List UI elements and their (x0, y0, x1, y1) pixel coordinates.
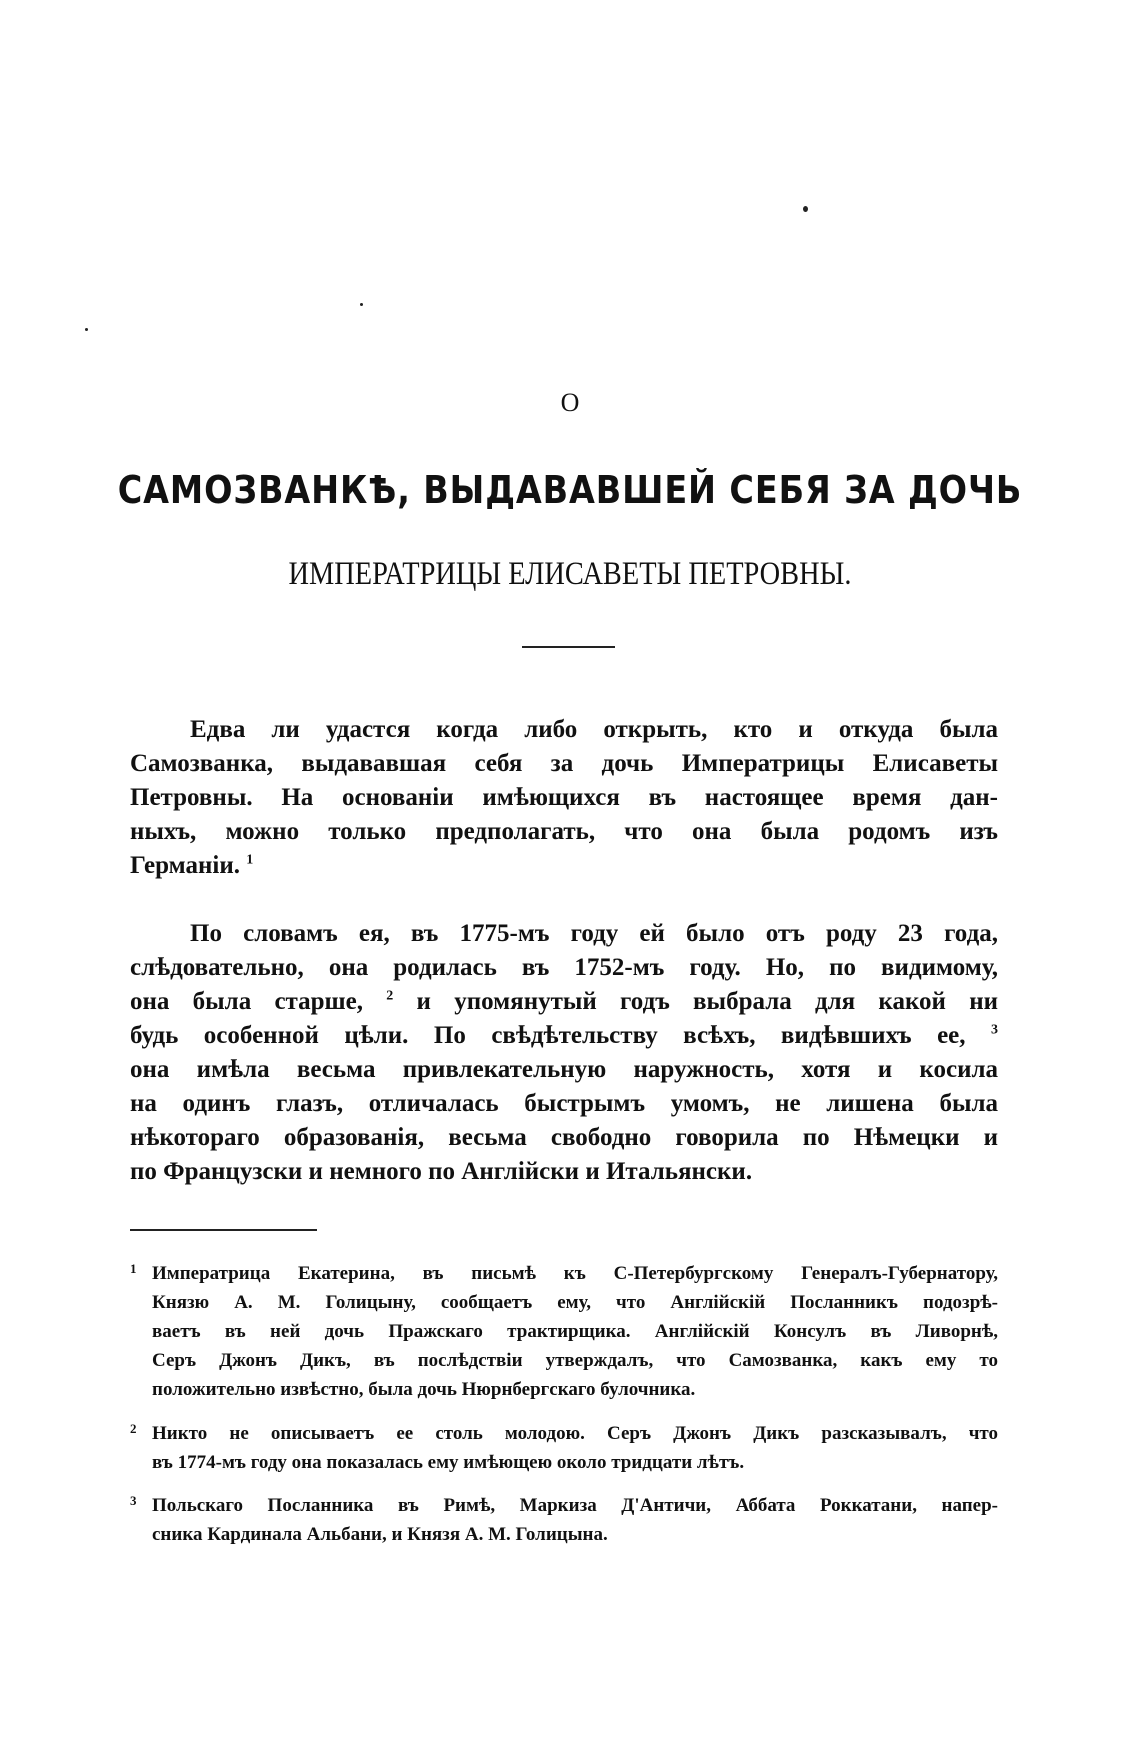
text-line (130, 1019, 998, 1053)
page-subtitle: ИМПЕРАТРИЦЫ ЕЛИСАВЕТЫ ПЕТРОВНЫ. (288, 556, 852, 592)
print-speck (85, 328, 88, 331)
paragraph-1 (130, 713, 998, 883)
text-line: ныхъ, можно только предполагать, что она была родомъ изъ (130, 818, 998, 845)
print-speck (360, 303, 363, 306)
text-fragment: будь особенной цѣли. По свѣдѣтельству всѣхъ, видѣвшихъ ее, (130, 1022, 966, 1049)
title-preposition: О (560, 388, 580, 417)
footnote-ref: 1 (246, 852, 254, 868)
text-fragment: Императрица Екатерина, въ письмѣ къ С-Петербургскому Генералъ-Губернатору, (152, 1263, 998, 1284)
title-divider (522, 646, 615, 648)
text-line: на одинъ глазъ, отличалась быстрымъ умомъ, не лишена была (130, 1090, 998, 1117)
footnote-number: 3 (130, 1493, 137, 1508)
footnote-3 (130, 1491, 998, 1549)
footnote-ref: 3 (991, 1022, 998, 1038)
text-line: по Французски и немного по Англійски и Итальянски. (130, 1158, 753, 1185)
footnote-line (130, 1491, 998, 1520)
footnote-line: сника Кардинала Альбани, и Князя А. М. Голицына. (152, 1524, 608, 1545)
footnote-line: ваетъ въ ней дочь Пражскаго трактирщика. Англійскій Консулъ въ Ливорнѣ, (152, 1321, 998, 1342)
footnote-ref: 2 (386, 988, 394, 1004)
text-line: она имѣла весьма привлекательную наружность, хотя и косила (130, 1056, 998, 1083)
footnote-line: Серъ Джонъ Дикъ, въ послѣдствіи утверждалъ, что Самозванка, какъ ему то (152, 1350, 998, 1371)
text-line: нѣкотораго образованія, весьма свободно говорила по Нѣмецки и (130, 1124, 998, 1151)
text-line: По словамъ ея, въ 1775-мъ году ей было отъ роду 23 года, (190, 920, 998, 947)
text-line (130, 849, 998, 883)
text-fragment: Германіи. (130, 852, 240, 879)
footnote-1 (130, 1259, 998, 1404)
footnote-line: Князю А. М. Голицыну, сообщаетъ ему, что Англійскій Посланникъ подозрѣ- (152, 1292, 998, 1313)
text-fragment: Никто не описываетъ ее столь молодою. Серъ Джонъ Дикъ разсказывалъ, что (152, 1423, 998, 1444)
footnote-line (130, 1419, 998, 1448)
text-line: слѣдовательно, она родилась въ 1752-мъ году. Но, по видимому, (130, 954, 998, 981)
text-line: Едва ли удастся когда либо открыть, кто и откуда была (190, 716, 998, 743)
text-line: Самозванка, выдававшая себя за дочь Императрицы Елисаветы (130, 750, 998, 777)
print-speck (803, 206, 808, 212)
footnote-number: 2 (130, 1421, 137, 1436)
page-title: САМОЗВАНКѢ, ВЫДАВАВШЕЙ СЕБЯ ЗА ДОЧЬ (117, 468, 1023, 512)
footnote-line: въ 1774-мъ году она показалась ему имѣющею около тридцати лѣтъ. (152, 1452, 745, 1473)
text-fragment: Польскаго Посланника въ Римѣ, Маркиза Д'Античи, Аббата Роккатани, напер- (152, 1495, 998, 1516)
footnote-number: 1 (130, 1261, 137, 1276)
footnote-line (130, 1259, 998, 1288)
footnote-divider (130, 1229, 317, 1231)
text-fragment: она была старше, (130, 988, 364, 1015)
text-fragment: и упомянутый годъ выбрала для какой ни (416, 988, 999, 1015)
text-line: Петровны. На основаніи имѣющихся въ настоящее время дан- (130, 784, 998, 811)
footnote-2 (130, 1419, 998, 1477)
paragraph-2 (130, 917, 998, 1189)
footnote-line: положительно извѣстно, была дочь Нюрнбергскаго булочника. (152, 1379, 696, 1400)
text-line (130, 985, 998, 1019)
